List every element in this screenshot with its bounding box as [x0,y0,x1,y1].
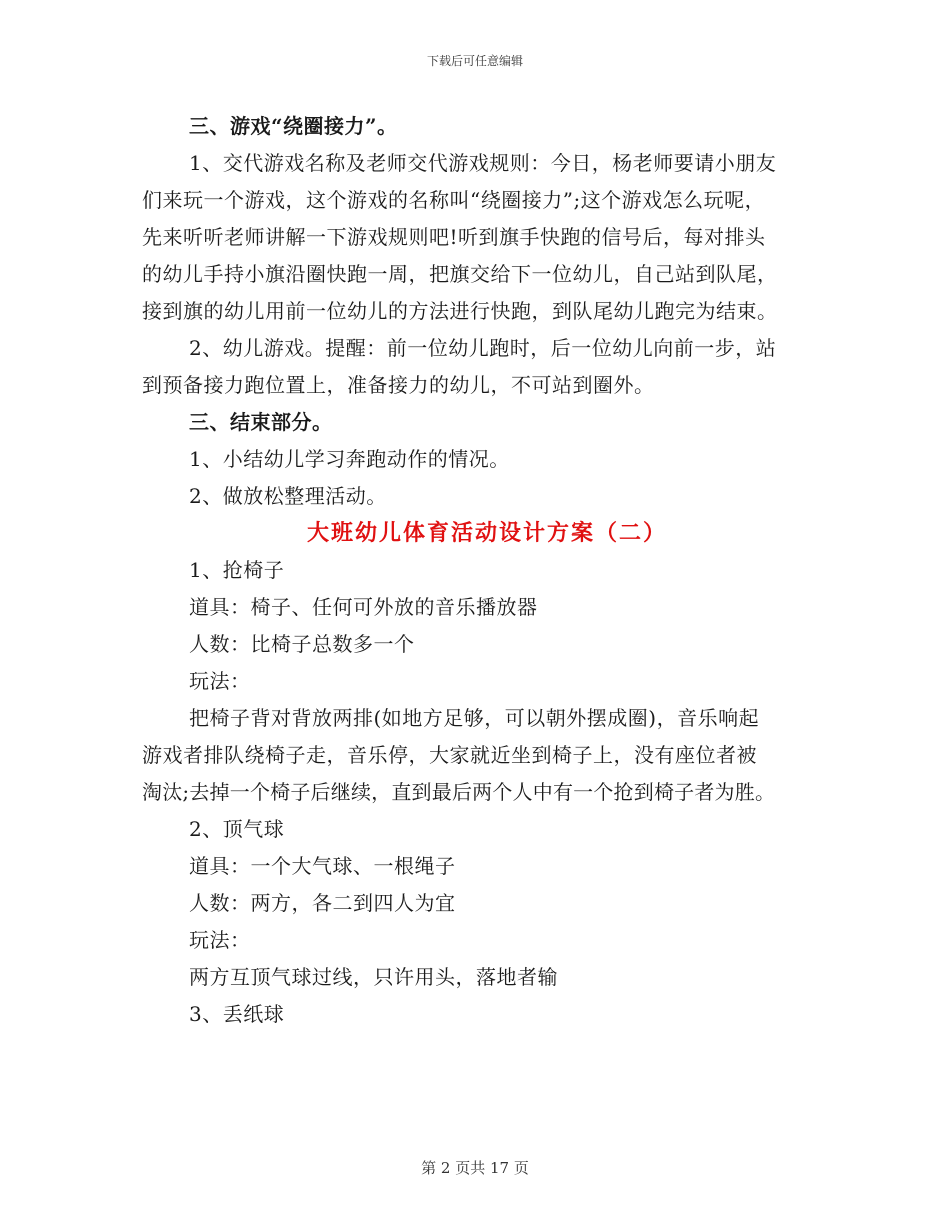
paragraph-line: 1、小结幼儿学习奔跑动作的情况。 [189,447,510,471]
section-heading-game: 三、游戏“绕圈接力”。 [189,114,398,138]
game-props: 道具：椅子、任何可外放的音乐播放器 [189,595,538,619]
game-rules-label: 玩法： [189,669,251,693]
paragraph-line: 2、做放松整理活动。 [189,484,387,508]
paragraph-line: 把椅子背对背放两排(如地方足够，可以朝外摆成圈)，音乐响起 [189,706,760,730]
page-footer: 第 2 页共 17 页 [421,1159,529,1177]
paragraph-line: 们来玩一个游戏，这个游戏的名称叫“绕圈接力”;这个游戏怎么玩呢， [142,188,766,212]
page-header: 下载后可任意编辑 [426,54,523,68]
game-name: 3、丢纸球 [189,1002,285,1026]
section-heading-ending: 三、结束部分。 [189,410,333,434]
paragraph-line: 先来听听老师讲解一下游戏规则吧!听到旗手快跑的信号后，每对排头 [142,225,766,249]
paragraph-line: 到预备接力跑位置上，准备接力的幼儿，不可站到圈外。 [142,373,655,397]
paragraph-line: 两方互顶气球过线，只许用头，落地者输 [189,965,558,989]
game-rules-label: 玩法： [189,928,251,952]
paragraph-line: 淘汰;去掉一个椅子后继续，直到最后两个人中有一个抢到椅子者为胜。 [142,780,776,804]
paragraph-line: 接到旗的幼儿用前一位幼儿的方法进行快跑，到队尾幼儿跑完为结束。 [142,299,778,323]
paragraph-line: 2、幼儿游戏。提醒：前一位幼儿跑时，后一位幼儿向前一步，站 [189,336,777,360]
paragraph-line: 游戏者排队绕椅子走，音乐停，大家就近坐到椅子上，没有座位者被 [142,743,757,767]
document-body [142,108,822,1033]
paragraph-line: 1、交代游戏名称及老师交代游戏规则：今日，杨老师要请小朋友 [189,151,777,175]
game-props: 道具：一个大气球、一根绳子 [189,854,456,878]
game-people: 人数：比椅子总数多一个 [189,632,415,656]
plan-title: 大班幼儿体育活动设计方案（二） [306,520,667,546]
game-people: 人数：两方，各二到四人为宜 [189,891,456,915]
paragraph-line: 的幼儿手持小旗沿圈快跑一周，把旗交给下一位幼儿，自己站到队尾， [142,262,778,286]
game-name: 1、抢椅子 [189,558,285,582]
game-name: 2、顶气球 [189,817,285,841]
